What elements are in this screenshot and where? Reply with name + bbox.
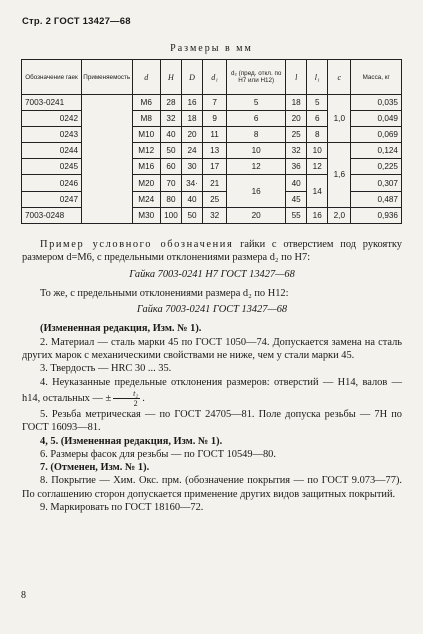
cell-D: 30 [181,159,202,175]
cell-d: M10 [132,127,160,143]
cell-l: 36 [286,159,307,175]
cell-l: 20 [286,111,307,127]
cell-H: 100 [160,207,181,223]
cell-applicability [82,95,133,224]
cell-d: M12 [132,143,160,159]
cell-mass: 0,307 [351,175,402,191]
table-row [22,143,402,159]
cell-l1: 5 [307,95,328,111]
cell-l: 55 [286,207,307,223]
cell-d1: 21 [203,175,227,191]
example-text: гайки с отверстием под рукоятку размером d=M6, с предельными отклонениями размера d₂ по H7: [22,239,402,264]
header-D: D [181,60,202,95]
cell-d: M6 [132,95,160,111]
cell-D: 24 [181,143,202,159]
example-designation-h12: Гайка 7003-0241 ГОСТ 13427—68 [136,304,288,316]
cell-designation: 7003-0241 [22,95,82,111]
cell-designation: 0246 [22,175,82,191]
cell-H: 60 [160,159,181,175]
cell-mass: 0,049 [351,111,402,127]
cell-d2: 5 [227,95,286,111]
cell-designation: 0244 [22,143,82,159]
table-caption: Размеры в мм [170,43,253,54]
cell-l: 45 [286,191,307,207]
cell-H: 28 [160,95,181,111]
header-d: d [132,60,160,95]
cell-d1: 32 [203,207,227,223]
item-4 [22,376,402,408]
item-3: 3. Твердость — HRC 30 ... 35. [40,363,172,375]
cell-d1: 11 [203,127,227,143]
item-7: 7. (Отменен, Изм. № 1). [40,462,150,474]
cell-d1: 7 [203,95,227,111]
table-row [22,95,402,111]
cell-c: 2,0 [328,207,351,223]
cell-l: 18 [286,95,307,111]
cell-l1: 14 [307,175,328,207]
page-number: 8 [21,590,26,601]
cell-mass: 0,936 [351,207,402,223]
header-d1: d₁ [203,60,227,95]
cell-d: M20 [132,175,160,191]
cell-D: 16 [181,95,202,111]
example-designation-h7: Гайка 7003-0241 Н7 ГОСТ 13427—68 [129,268,295,280]
header-c: c [328,60,351,95]
cell-designation: 7003-0248 [22,207,82,223]
item-4-end: . [142,392,145,404]
body-text [22,238,402,514]
example-paragraph [22,238,402,265]
tolerance-fraction [113,389,140,408]
table-row [22,207,402,223]
cell-H: 32 [160,111,181,127]
cell-H: 70 [160,175,181,191]
cell-mass: 0,487 [351,191,402,207]
cell-d: M16 [132,159,160,175]
cell-H: 50 [160,143,181,159]
cell-l: 40 [286,175,307,191]
header-l: l [286,60,307,95]
cell-l1: 10 [307,143,328,159]
cell-mass: 0,124 [351,143,402,159]
cell-mass: 0,035 [351,95,402,111]
h12-paragraph: То же, с предельными отклонениями размера d₂ по H12: [40,287,289,299]
fraction-numerator: t₂ [113,389,140,399]
cell-l1: 12 [307,159,328,175]
cell-d1: 13 [203,143,227,159]
cell-l: 32 [286,143,307,159]
header-designation: Обозначение гаек [22,60,82,95]
cell-d1: 17 [203,159,227,175]
cell-designation: 0243 [22,127,82,143]
cell-l1: 6 [307,111,328,127]
item-8: 8. Покрытие — Хим. Окс. прм. (обозначение покрытия — по ГОСТ 9.073—77). По соглашению сторон допускается применение других видов защитных покрытий. [22,475,402,500]
cell-D: 40 [181,191,202,207]
cell-l1: 8 [307,127,328,143]
example-label: Пример условного обозначения [40,239,234,250]
cell-D: 20 [181,127,202,143]
cell-d2: 20 [227,207,286,223]
cell-designation: 0245 [22,159,82,175]
cell-D: 50 [181,207,202,223]
page-header: Стр. 2 ГОСТ 13427—68 [22,16,131,27]
edition-note-1: (Измененная редакция, Изм. № 1). [40,323,202,335]
item-2: 2. Материал — сталь марки 45 по ГОСТ 1050—74. Допускается замена на сталь других марок с механическими свойствами не ниже, чем у стали марки 45. [22,336,402,362]
item-5: 5. Резьба метрическая — по ГОСТ 24705—81. Поле допуска резьбы — 7H по ГОСТ 16093—81. [22,408,402,434]
header-d2: d₂ (пред. откл. по H7 или H12) [227,60,286,95]
cell-H: 40 [160,127,181,143]
header-mass: Масса, кг [351,60,402,95]
item-4-text: 4. Неуказанные предельные отклонения размеров: отверстий — H14, валов — h14, остальных — ± [22,376,402,404]
cell-d: M30 [132,207,160,223]
header-applicability: Применяемость [82,60,133,95]
item-9: 9. Маркировать по ГОСТ 18160—72. [40,502,204,514]
cell-d2: 12 [227,159,286,175]
item-6: 6. Размеры фасок для резьбы — по ГОСТ 10549—80. [40,448,276,460]
cell-d: M8 [132,111,160,127]
cell-D: 18 [181,111,202,127]
dimensions-table [21,59,402,224]
cell-d: M24 [132,191,160,207]
cell-mass: 0,069 [351,127,402,143]
edition-note-2: 4, 5. (Измененная редакция, Изм. № 1). [40,435,223,447]
header-l1: l₁ [307,60,328,95]
cell-c: 1,0 [328,95,351,143]
cell-l1: 16 [307,207,328,223]
cell-d2: 6 [227,111,286,127]
cell-designation: 0242 [22,111,82,127]
cell-D: 34· [181,175,202,191]
cell-d1: 9 [203,111,227,127]
fraction-denominator: 2 [133,398,138,408]
cell-H: 80 [160,191,181,207]
cell-designation: 0247 [22,191,82,207]
cell-d2: 16 [227,175,286,207]
cell-d2: 10 [227,143,286,159]
cell-d2: 8 [227,127,286,143]
cell-mass: 0,225 [351,159,402,175]
header-H: H [160,60,181,95]
cell-l: 25 [286,127,307,143]
cell-d1: 25 [203,191,227,207]
table-header-row [22,60,402,95]
cell-c: 1,6 [328,143,351,207]
